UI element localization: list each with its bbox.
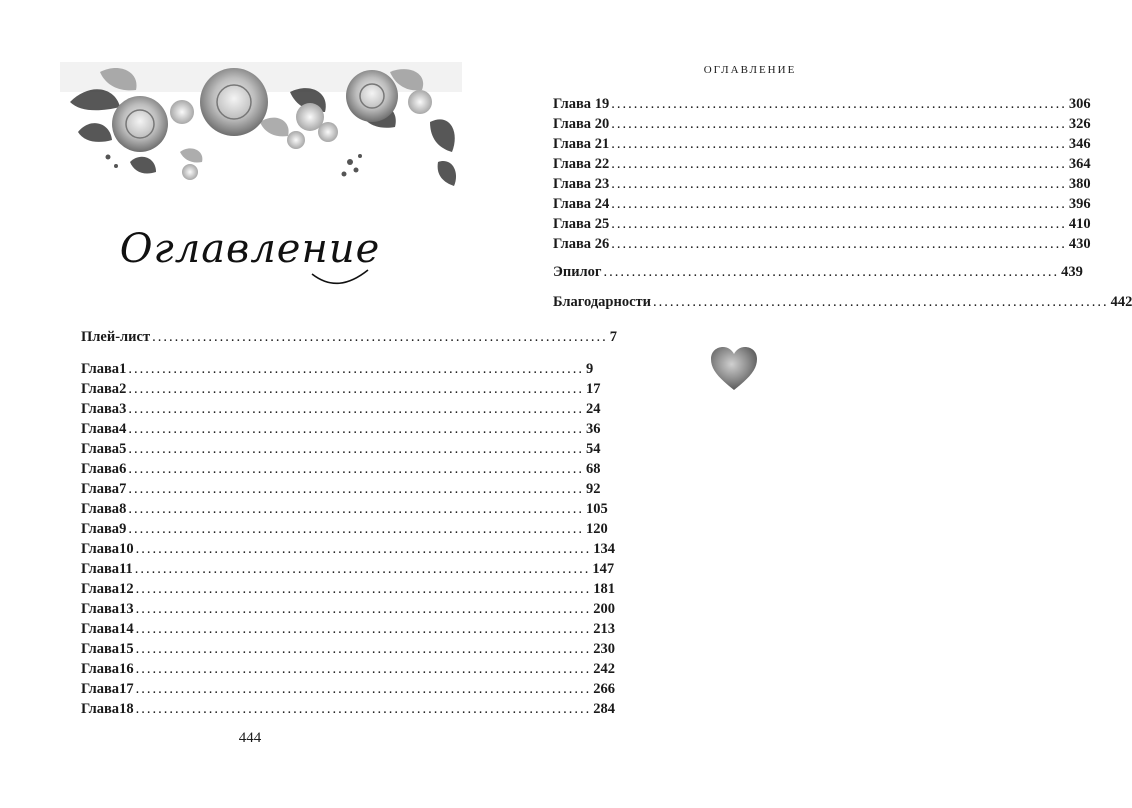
- leader-dots: .................................................................................: [135, 541, 592, 557]
- toc-entry-page: 181: [593, 581, 615, 597]
- toc-entry-label: Глава: [81, 621, 120, 637]
- toc-entry-page: 266: [593, 681, 615, 697]
- toc-entry-chapter-25[interactable]: [553, 214, 1091, 234]
- toc-entry-number: 7: [119, 481, 127, 497]
- leader-dots: .................................................................................: [611, 156, 1067, 172]
- toc-entry-chapter-15[interactable]: [81, 639, 615, 659]
- toc-entry-label: Глава: [81, 521, 120, 537]
- leader-dots: .................................................................................: [611, 176, 1067, 192]
- toc-entry-label: Плей-лист: [81, 329, 151, 345]
- leader-dots: .................................................................................: [135, 601, 592, 617]
- toc-entry-label: Глава: [553, 216, 592, 232]
- toc-entry-number: 24: [594, 196, 610, 212]
- toc-entry-label: Глава: [81, 361, 120, 377]
- toc-entry-chapter-4[interactable]: [81, 419, 601, 439]
- toc-entry-page: 68: [585, 461, 601, 477]
- toc-entry-number: 20: [594, 116, 610, 132]
- toc-entry-label: Глава: [81, 381, 120, 397]
- toc-entry-page: 134: [593, 541, 615, 557]
- toc-entry-label: Глава: [553, 116, 592, 132]
- toc-entry-label: Глава: [81, 541, 120, 557]
- toc-entry-number: 8: [119, 501, 127, 517]
- toc-entry-chapter-20[interactable]: [553, 114, 1091, 134]
- toc-entry-chapter-13[interactable]: [81, 599, 615, 619]
- toc-entry-label: Глава: [553, 236, 592, 252]
- toc-entry-chapter-3[interactable]: [81, 399, 601, 419]
- leader-dots: .................................................................................: [611, 196, 1067, 212]
- leader-dots: .................................................................................: [611, 116, 1067, 132]
- toc-entry-page: 430: [1068, 236, 1091, 252]
- leader-dots: .................................................................................: [134, 561, 591, 577]
- toc-entry-number: 14: [119, 621, 134, 637]
- toc-entry-number: 11: [119, 561, 133, 577]
- toc-entry-label: Глава: [81, 481, 120, 497]
- toc-entry-number: 22: [594, 156, 610, 172]
- toc-entry-page: 380: [1068, 176, 1091, 192]
- right-page: [500, 0, 1132, 808]
- leader-dots: .................................................................................: [128, 381, 584, 397]
- leader-dots: .................................................................................: [135, 621, 592, 637]
- toc-entry-chapter-17[interactable]: [81, 679, 615, 699]
- toc-entry-chapter-24[interactable]: [553, 194, 1091, 214]
- toc-entry-label: Глава: [553, 176, 592, 192]
- toc-entry-chapter-5[interactable]: [81, 439, 601, 459]
- leader-dots: .................................................................................: [128, 501, 584, 517]
- toc-entry-chapter-18[interactable]: [81, 699, 615, 719]
- toc-entry-chapter-23[interactable]: [553, 174, 1091, 194]
- toc-list-left: [81, 327, 617, 719]
- toc-entry-chapter-16[interactable]: [81, 659, 615, 679]
- toc-entry-number: 9: [119, 521, 127, 537]
- toc-entry-page: 17: [585, 381, 601, 397]
- toc-entry-page: 396: [1068, 196, 1091, 212]
- toc-list-right: [553, 94, 1132, 312]
- toc-entry-chapter-8[interactable]: [81, 499, 608, 519]
- toc-entry-page: 326: [1068, 116, 1091, 132]
- toc-entry-label: Глава: [81, 701, 120, 717]
- toc-entry-label: Благодарности: [553, 294, 652, 310]
- toc-entry-number: 2: [119, 381, 127, 397]
- toc-entry-page: 242: [593, 661, 615, 677]
- toc-entry-page: 7: [609, 329, 617, 345]
- toc-entry-page: 442: [1110, 294, 1132, 310]
- leader-dots: .................................................................................: [128, 441, 584, 457]
- toc-entry-label: Глава: [81, 581, 120, 597]
- leader-dots: .................................................................................: [135, 701, 592, 717]
- running-head: ОГЛАВЛЕНИЕ: [703, 64, 797, 76]
- leader-dots: .................................................................................: [611, 96, 1067, 112]
- toc-entry-number: 10: [119, 541, 134, 557]
- toc-entry-number: 16: [119, 661, 134, 677]
- leader-dots: .................................................................................: [135, 661, 592, 677]
- leader-dots: .................................................................................: [128, 461, 584, 477]
- toc-entry-number: 5: [119, 441, 127, 457]
- toc-entry-chapter-7[interactable]: [81, 479, 601, 499]
- toc-entry-label: Глава: [81, 601, 120, 617]
- toc-entry-chapter-2[interactable]: [81, 379, 601, 399]
- toc-entry-chapter-10[interactable]: [81, 539, 615, 559]
- toc-entry-page: 105: [585, 501, 608, 517]
- toc-entry-number: 15: [119, 641, 134, 657]
- toc-entry-chapter-6[interactable]: [81, 459, 601, 479]
- toc-entry-page: 284: [593, 701, 615, 717]
- toc-entry-number: 13: [119, 601, 134, 617]
- toc-entry-number: 19: [594, 96, 610, 112]
- toc-entry-number: 12: [119, 581, 134, 597]
- toc-entry-label: Глава: [81, 401, 120, 417]
- leader-dots: .................................................................................: [603, 264, 1060, 280]
- toc-entry-label: Глава: [553, 96, 592, 112]
- toc-entry-number: 6: [119, 461, 127, 477]
- toc-entry-chapter-12[interactable]: [81, 579, 615, 599]
- toc-entry-number: 21: [594, 136, 610, 152]
- leader-dots: .................................................................................: [135, 641, 592, 657]
- toc-entry-page: 230: [593, 641, 615, 657]
- leader-dots: .................................................................................: [128, 421, 584, 437]
- toc-entry-chapter-21[interactable]: [553, 134, 1091, 154]
- toc-entry-chapter-22[interactable]: [553, 154, 1091, 174]
- toc-entry-chapter-11[interactable]: [81, 559, 615, 579]
- leader-dots: .................................................................................: [152, 329, 608, 345]
- toc-entry-chapter-26[interactable]: [553, 234, 1091, 254]
- leader-dots: .................................................................................: [611, 236, 1067, 252]
- toc-entry-number: 18: [119, 701, 134, 717]
- toc-entry-page: 92: [585, 481, 601, 497]
- leader-dots: .................................................................................: [128, 361, 584, 377]
- toc-entry-chapter-19[interactable]: [553, 94, 1091, 114]
- toc-entry-number: 3: [119, 401, 127, 417]
- leader-dots: .................................................................................: [128, 521, 584, 537]
- toc-entry-label: Глава: [81, 441, 120, 457]
- toc-entry-page: 54: [585, 441, 601, 457]
- toc-entry-number: 17: [119, 681, 134, 697]
- toc-entry-label: Глава: [81, 461, 120, 477]
- toc-entry-label: Эпилог: [553, 264, 602, 280]
- toc-entry-acknowledgements[interactable]: [553, 292, 1132, 312]
- toc-entry-page: 213: [593, 621, 615, 637]
- toc-entry-label: Глава: [81, 421, 120, 437]
- toc-entry-number: 23: [594, 176, 610, 192]
- floral-header-illustration: [60, 62, 462, 190]
- toc-entry-label: Глава: [81, 501, 120, 517]
- heart-ornament-icon: [709, 346, 759, 392]
- toc-entry-number: 1: [119, 361, 127, 377]
- toc-entry-page: 9: [585, 361, 594, 377]
- toc-entry-label: Глава: [81, 661, 120, 677]
- toc-entry-chapter-9[interactable]: [81, 519, 608, 539]
- toc-entry-page: 120: [585, 521, 608, 537]
- leader-dots: .................................................................................: [135, 581, 592, 597]
- leader-dots: .................................................................................: [128, 401, 584, 417]
- toc-entry-page: 346: [1068, 136, 1091, 152]
- title-flourish: [310, 266, 370, 290]
- toc-title: Оглавление: [119, 226, 381, 272]
- leader-dots: .................................................................................: [135, 681, 592, 697]
- page-number-left: 444: [238, 730, 262, 746]
- toc-entry-chapter-1[interactable]: [81, 359, 594, 379]
- toc-entry-page: 36: [585, 421, 601, 437]
- leader-dots: .................................................................................: [611, 136, 1067, 152]
- toc-entry-number: 26: [594, 236, 610, 252]
- toc-entry-page: 364: [1068, 156, 1091, 172]
- toc-entry-page: 200: [593, 601, 615, 617]
- toc-entry-chapter-14[interactable]: [81, 619, 615, 639]
- toc-entry-page: 24: [585, 401, 601, 417]
- toc-entry-number: 4: [119, 421, 127, 437]
- toc-entry-page: 147: [592, 561, 615, 577]
- toc-entry-label: Глава: [81, 681, 120, 697]
- leader-dots: .................................................................................: [653, 294, 1109, 310]
- toc-entry-label: Глава: [81, 561, 120, 577]
- toc-entry-label: Глава: [553, 196, 592, 212]
- toc-entry-label: Глава: [553, 156, 592, 172]
- leader-dots: .................................................................................: [128, 481, 584, 497]
- toc-entry-label: Глава: [81, 641, 120, 657]
- toc-entry-page: 410: [1068, 216, 1091, 232]
- toc-entry-number: 25: [594, 216, 610, 232]
- toc-entry-page: 439: [1061, 264, 1083, 280]
- toc-entry-epilogue[interactable]: [553, 262, 1083, 282]
- toc-entry-playlist[interactable]: [81, 327, 617, 347]
- toc-entry-page: 306: [1068, 96, 1091, 112]
- toc-entry-label: Глава: [553, 136, 592, 152]
- leader-dots: .................................................................................: [611, 216, 1067, 232]
